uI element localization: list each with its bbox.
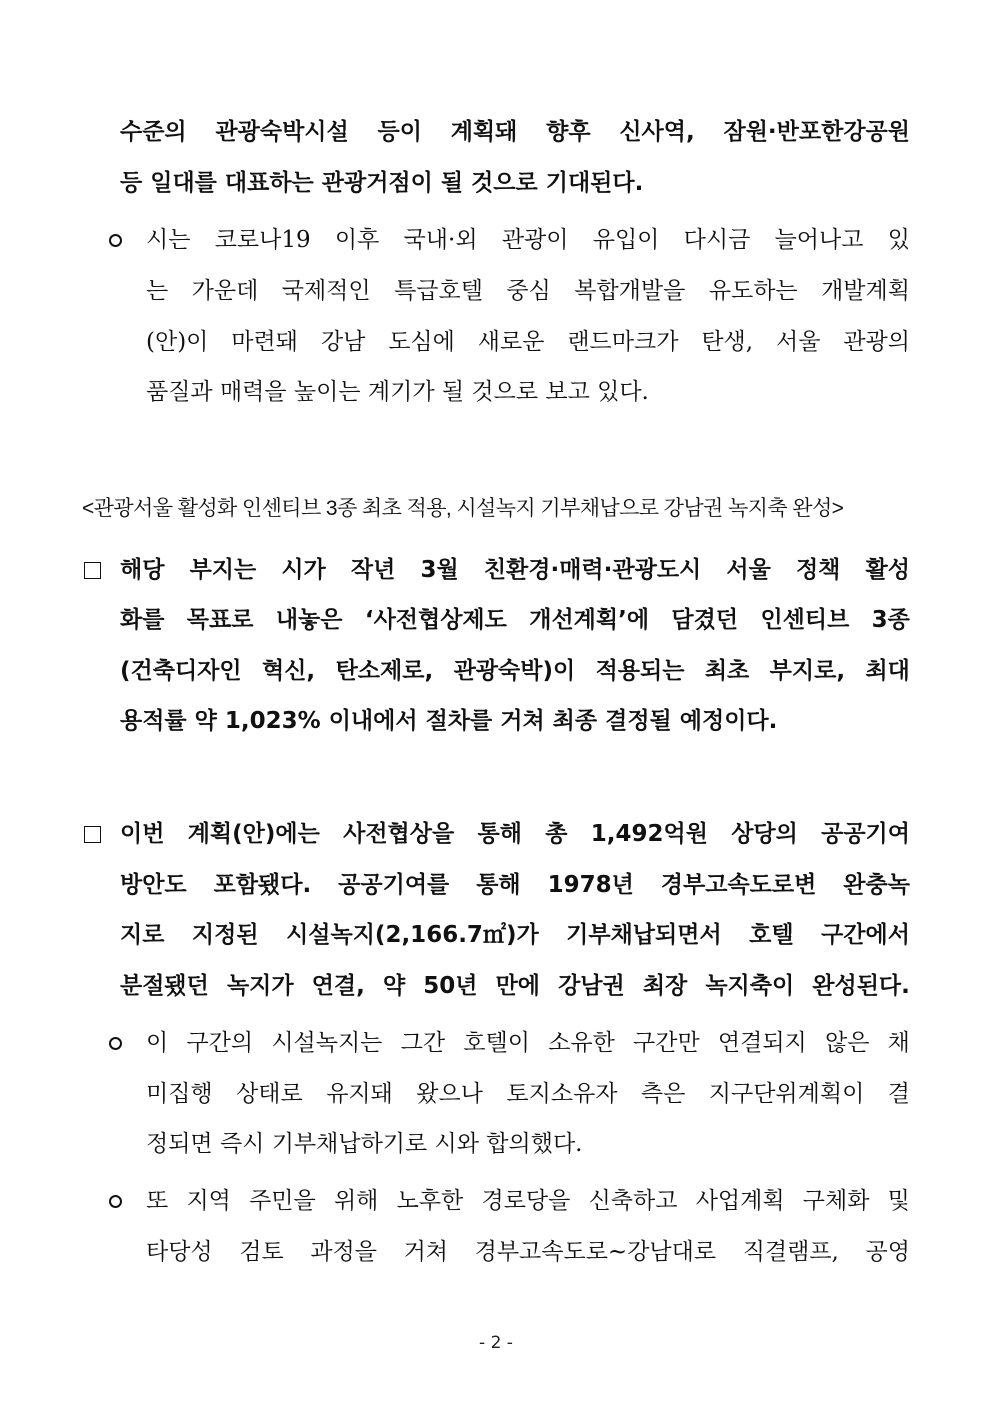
bullet2-line-3: 정되면 즉시 기부채납하기로 시와 합의했다. [146, 1131, 583, 1157]
page-number: - 2 - [479, 1333, 513, 1353]
para1-line-2: 화를 목표로 내놓은 ‘사전협상제도 개선계획’에 담겼던 인센티브 3종 [120, 607, 910, 633]
intro-line-2: 등 일대를 대표하는 관광거점이 될 것으로 기대된다. [120, 170, 644, 196]
intro-line-1: 수준의 관광숙박시설 등이 계획돼 향후 신사역, 잠원·반포한강공원 [120, 119, 910, 145]
bullet3-line-1: 또 지역 주민을 위해 노후한 경로당을 신축하고 사업계획 구체화 및 [146, 1188, 910, 1214]
circle-bullet-icon [109, 234, 122, 247]
para2-line-4: 분절됐던 녹지가 연결, 약 50년 만에 강남권 최장 녹지축이 완성된다. [120, 973, 910, 999]
para2-line-2: 방안도 포함됐다. 공공기여를 통해 1978년 경부고속도로변 완충녹 [120, 872, 910, 898]
circle-bullet-icon [109, 1037, 122, 1050]
checkbox-square-icon [84, 562, 101, 579]
bullet2-line-2: 미집행 상태로 유지돼 왔으나 토지소유자 측은 지구단위계획이 결 [146, 1081, 910, 1107]
bullet1-line-2: 는 가운데 국제적인 특급호텔 중심 복합개발을 유도하는 개발계획 [146, 278, 910, 304]
bullet1-line-4: 품질과 매력을 높이는 계기가 될 것으로 보고 있다. [146, 379, 649, 405]
bullet1-line-1: 시는 코로나19 이후 국내·외 관광이 유입이 다시금 늘어나고 있 [146, 227, 910, 253]
para2-line-3: 지로 지정된 시설녹지(2,166.7㎡)가 기부채납되면서 호텔 구간에서 [120, 922, 910, 948]
checkbox-square-icon [84, 826, 101, 843]
section-heading: <관광서울 활성화 인센티브 3종 최초 적용, 시설녹지 기부채납으로 강남권 녹지축 완성> [82, 497, 844, 520]
circle-bullet-icon [109, 1195, 122, 1208]
bullet2-line-1: 이 구간의 시설녹지는 그간 호텔이 소유한 구간만 연결되지 않은 채 [146, 1030, 910, 1056]
para2-line-1: 이번 계획(안)에는 사전협상을 통해 총 1,492억원 상당의 공공기여 [120, 821, 910, 847]
para1-line-1: 해당 부지는 시가 작년 3월 친환경·매력·관광도시 서울 정책 활성 [120, 557, 910, 583]
para1-line-4: 용적률 약 1,023% 이내에서 절차를 거쳐 최종 결정될 예정이다. [120, 708, 778, 734]
para1-line-3: (건축디자인 혁신, 탄소제로, 관광숙박)이 적용되는 최초 부지로, 최대 [120, 658, 910, 684]
bullet1-line-3: (안)이 마련돼 강남 도심에 새로운 랜드마크가 탄생, 서울 관광의 [146, 329, 910, 355]
bullet3-line-2: 타당성 검토 과정을 거쳐 경부고속도로~강남대로 직결램프, 공영 [146, 1239, 910, 1265]
